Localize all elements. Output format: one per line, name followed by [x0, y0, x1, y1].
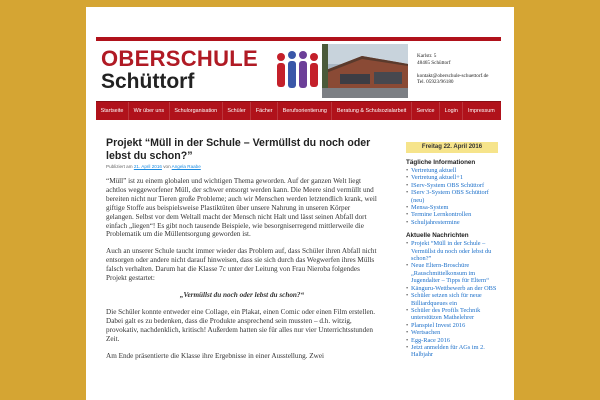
nav-berufsorientierung[interactable]: Berufsorientierung [278, 102, 332, 120]
list-item[interactable]: • Neue Eltern-Broschüre „Rauschmittelkonsum im Jugendalter – Tipps für Eltern“ [406, 262, 490, 285]
current-date-box: Freitag 22. April 2016 [406, 142, 498, 153]
list-item[interactable]: • Projekt “Müll in der Schule – Vermüllst du noch oder lebst du schon?” [406, 240, 492, 263]
nav-schueler[interactable]: Schüler [223, 102, 251, 120]
bullet-icon: • [406, 167, 409, 174]
list-item[interactable]: • Vertretung aktuell [406, 167, 457, 174]
main-content [106, 137, 378, 368]
list-item[interactable]: • Wertsachen [406, 329, 441, 337]
meta-prefix: Publiziert am [106, 164, 133, 169]
bullet-icon: • [406, 343, 409, 351]
nav-login[interactable]: Login [440, 102, 463, 120]
post-paragraph: Die Schüler konnte entweder eine Collage, ein Plakat, einen Comic oder einen Film erstellen. Dabei galt es zu bedenken, dass die Produkte ansprechend sein mussten – d.h. witzig, provokativ, nachdenklich, kritisch! Außerdem hatten sie für alles nur vier Unterrichtsstunden Zeit. [106, 307, 376, 343]
nav-schulorganisation[interactable]: Schulorganisation [170, 102, 223, 120]
post-paragraph: Auch an unserer Schule taucht immer wieder das Problem auf, dass Schüler ihren Abfall nicht entsorgen oder andere nicht darauf hinweisen, dass sie sich durch das Wegwerfen ihres Mülls falsch verhalten. Darum hat die Klasse 7c unter der Leitung von Frau Nieroba folgendes Projekt gestartet: [106, 247, 377, 283]
list-item[interactable]: • Termine Lernkontrollen [406, 211, 472, 219]
people-logo-icon [274, 49, 320, 93]
post-meta [106, 164, 378, 169]
post-author-link[interactable]: Angela Raabe [171, 164, 201, 169]
daily-info-list [406, 167, 498, 226]
main-navigation [96, 101, 501, 120]
school-building-image [322, 44, 408, 98]
news-title: Aktuelle Nachrichten [406, 232, 469, 240]
nav-wir-ueber-uns[interactable]: Wir über uns [129, 102, 170, 120]
bullet-icon: • [406, 240, 409, 248]
sidebar [406, 142, 498, 359]
list-item[interactable]: • Schüler setzen sich für neue Billiardqueues ein [406, 292, 482, 307]
header-banner[interactable] [96, 41, 501, 99]
list-item[interactable]: • IServ 3-System OBS Schüttorf (neu) [406, 189, 489, 204]
post-paragraph: “Müll” ist zu einem globalen und wichtigen Thema geworden. Auf der ganzen Welt liegt achtlos weggeworfener Müll, der schwer entsorgt werden kann. Die Meere sind vermüllt und bereiten nicht nur Tieren große Probleme; auch wir Menschen werden letztendlich krank, weil giftige Stoffe aus beispielsweise Plastiktüten über unsere Nahrung in unseren Körper gelangen. Selbst vor dem Weltall macht der Mensch nicht Halt und lässt seinen Abfall dort einfach „liegen“! Es gibt noch tausende Beispiele, wie besorgniserregend mittlerweile die Problematik um die Müllentsorgung geworden ist. [106, 177, 377, 239]
list-item[interactable]: • Planspiel Invest 2016 [406, 321, 466, 329]
bullet-icon: • [406, 306, 409, 314]
contact-email[interactable]: kontakt@oberschule-schuettorf.de [417, 72, 489, 79]
nav-startseite[interactable]: Startseite [96, 102, 129, 120]
daily-info-title: Tägliche Informationen [406, 159, 476, 166]
logo-title[interactable]: OBERSCHULE [101, 46, 259, 71]
bullet-icon: • [406, 329, 409, 337]
post-title[interactable]: Projekt “Müll in der Schule – Vermüllst du noch oder lebst du schon?” [106, 137, 371, 162]
contact-street: Karlstr. 5 [417, 53, 437, 59]
bullet-icon: • [406, 174, 409, 182]
list-item[interactable]: • Schuljahrestermine [406, 218, 460, 226]
nav-impressum[interactable]: Impressum [468, 108, 495, 114]
list-item[interactable]: • Mensa-System [406, 204, 449, 212]
post-body [106, 177, 378, 360]
bullet-icon: • [406, 204, 409, 212]
list-item[interactable]: • Vertretung aktuell+1 [406, 174, 463, 182]
list-item[interactable]: • IServ-System OBS Schüttorf [406, 181, 485, 189]
bullet-icon: • [406, 284, 409, 292]
bullet-icon: • [406, 321, 409, 329]
nav-faecher[interactable]: Fächer [251, 102, 278, 120]
meta-by: von [163, 164, 171, 169]
list-item[interactable]: • Schüler des Profils Technik unterstützen Mathelehrer [406, 306, 481, 322]
bullet-icon: • [406, 181, 409, 189]
bullet-icon: • [406, 211, 409, 219]
list-item[interactable]: • Jetzt anmelden für AGs im 2. Halbjahr [406, 343, 485, 359]
nav-beratung[interactable]: Beratung & Schulsozialarbeit [332, 102, 411, 120]
nav-service[interactable]: Service [412, 102, 440, 120]
bullet-icon: • [406, 262, 409, 270]
logo-subtitle[interactable]: Schüttorf [101, 70, 195, 93]
news-list [406, 240, 498, 359]
list-item[interactable]: • Egg-Race 2016 [406, 336, 450, 344]
list-item[interactable]: • Känguru-Wettbewerb an der OBS [406, 284, 497, 292]
bullet-icon: • [406, 292, 409, 300]
bullet-icon: • [406, 218, 409, 226]
post-quote: „Vermüllst du noch oder lebst du schon?“ [179, 290, 305, 299]
post-date-link[interactable]: 21. April 2016 [133, 164, 162, 169]
contact-info [417, 53, 501, 86]
contact-city: 48465 Schüttorf [417, 59, 451, 66]
bullet-icon: • [406, 336, 409, 344]
page [86, 7, 514, 400]
post-paragraph: Am Ende präsentierte die Klasse ihre Ergebnisse in einer Ausstellung. Zwei [106, 351, 325, 360]
contact-phone: Tel. 05923/96180 [417, 79, 454, 86]
bullet-icon: • [406, 189, 409, 197]
